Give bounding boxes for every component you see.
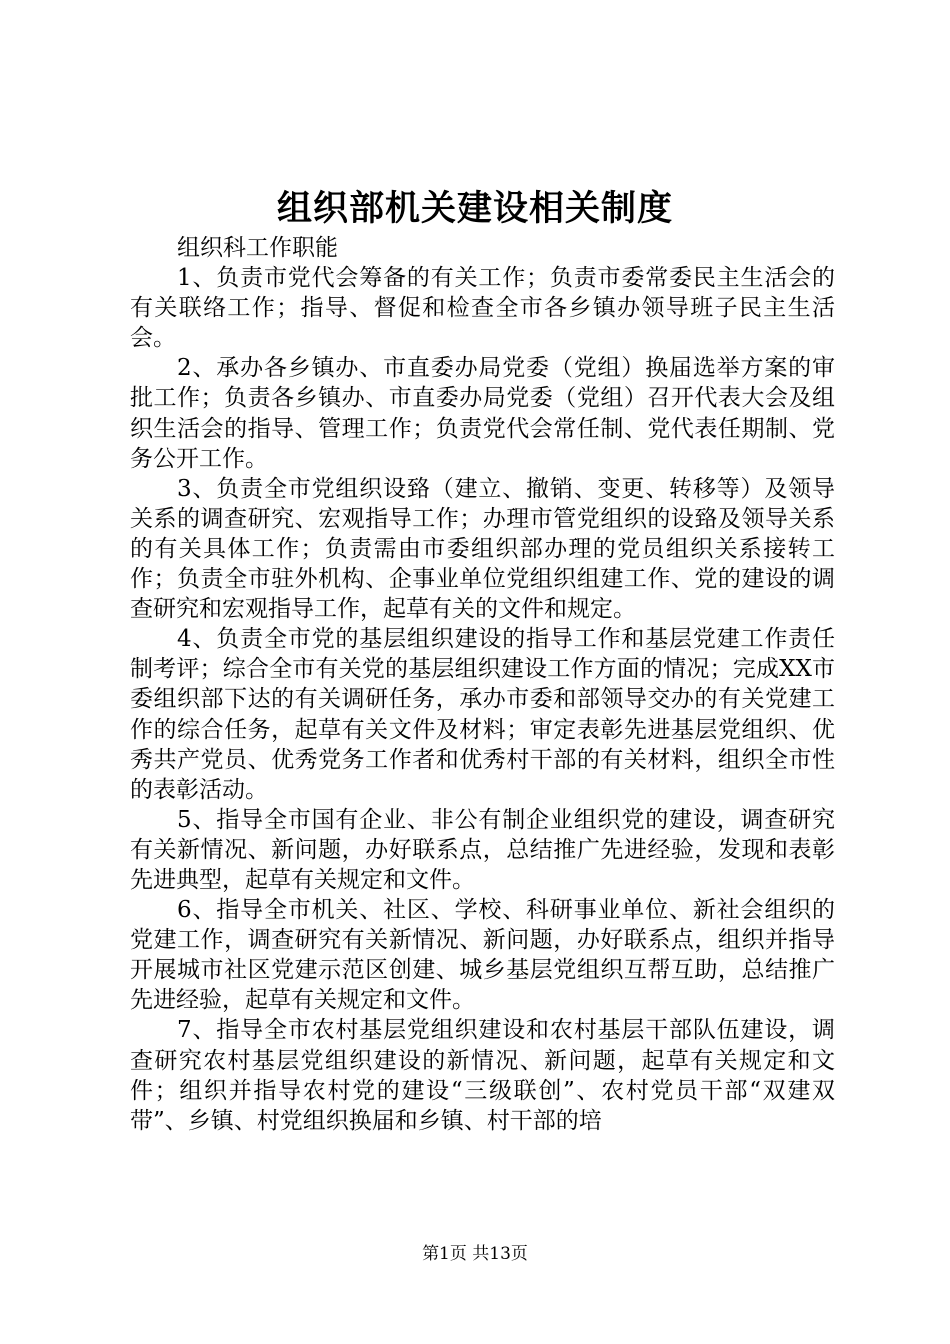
paragraph-3: 3、负责全市党组织设臵（建立、撤销、变更、转移等）及领导关系的调查研究、宏观指导工作；办理市管党组织的设臵及领导关系的有关具体工作；负责需由市委组织部办理的党员组织关系接转工作；负责全市驻外机构、企事业单位党组织组建工作、党的建设的调查研究和宏观指导工作，起草有关的文件和规定。	[130, 475, 835, 623]
paragraph-6: 6、指导全市机关、社区、学校、科研事业单位、新社会组织的党建工作，调查研究有关新情况、新问题，办好联系点，组织并指导开展城市社区党建示范区创建、城乡基层党组织互帮互助，总结推广先进经验，起草有关规定和文件。	[130, 897, 835, 1014]
paragraph-2: 2、承办各乡镇办、市直委办局党委（党组）换届选举方案的审批工作；负责各乡镇办、市直委办局党委（党组）召开代表大会及组织生活会的指导、管理工作；负责党代会常任制、党代表任期制、党务公开工作。	[130, 355, 835, 472]
paragraph-4: 4、负责全市党的基层组织建设的指导工作和基层党建工作责任制考评；综合全市有关党的基层组织建设工作方面的情况；完成XX市委组织部下达的有关调研任务，承办市委和部领导交办的有关党建工作的综合任务，起草有关文件及材料；审定表彰先进基层党组织、优秀共产党员、优秀党务工作者和优秀村干部的有关材料，组织全市性的表彰活动。	[130, 626, 835, 803]
page-number-footer: 第1页 共13页	[422, 1244, 528, 1264]
section-heading: 组织科工作职能	[177, 235, 338, 261]
paragraph-7: 7、指导全市农村基层党组织建设和农村基层干部队伍建设，调查研究农村基层党组织建设的新情况、新问题，起草有关规定和文件；组织并指导农村党的建设“三级联创”、农村党员干部“双建双带”、乡镇、村党组织换届和乡镇、村干部的培	[130, 1017, 835, 1134]
document-title: 组织部机关建设相关制度	[276, 189, 673, 229]
paragraph-5: 5、指导全市国有企业、非公有制企业组织党的建设，调查研究有关新情况、新问题，办好联系点，总结推广先进经验，发现和表彰先进典型，起草有关规定和文件。	[130, 806, 835, 893]
document-body	[130, 233, 835, 1136]
paragraph-1: 1、负责市党代会筹备的有关工作；负责市委常委民主生活会的有关联络工作；指导、督促和检查全市各乡镇办领导班子民主生活会。	[130, 265, 835, 352]
